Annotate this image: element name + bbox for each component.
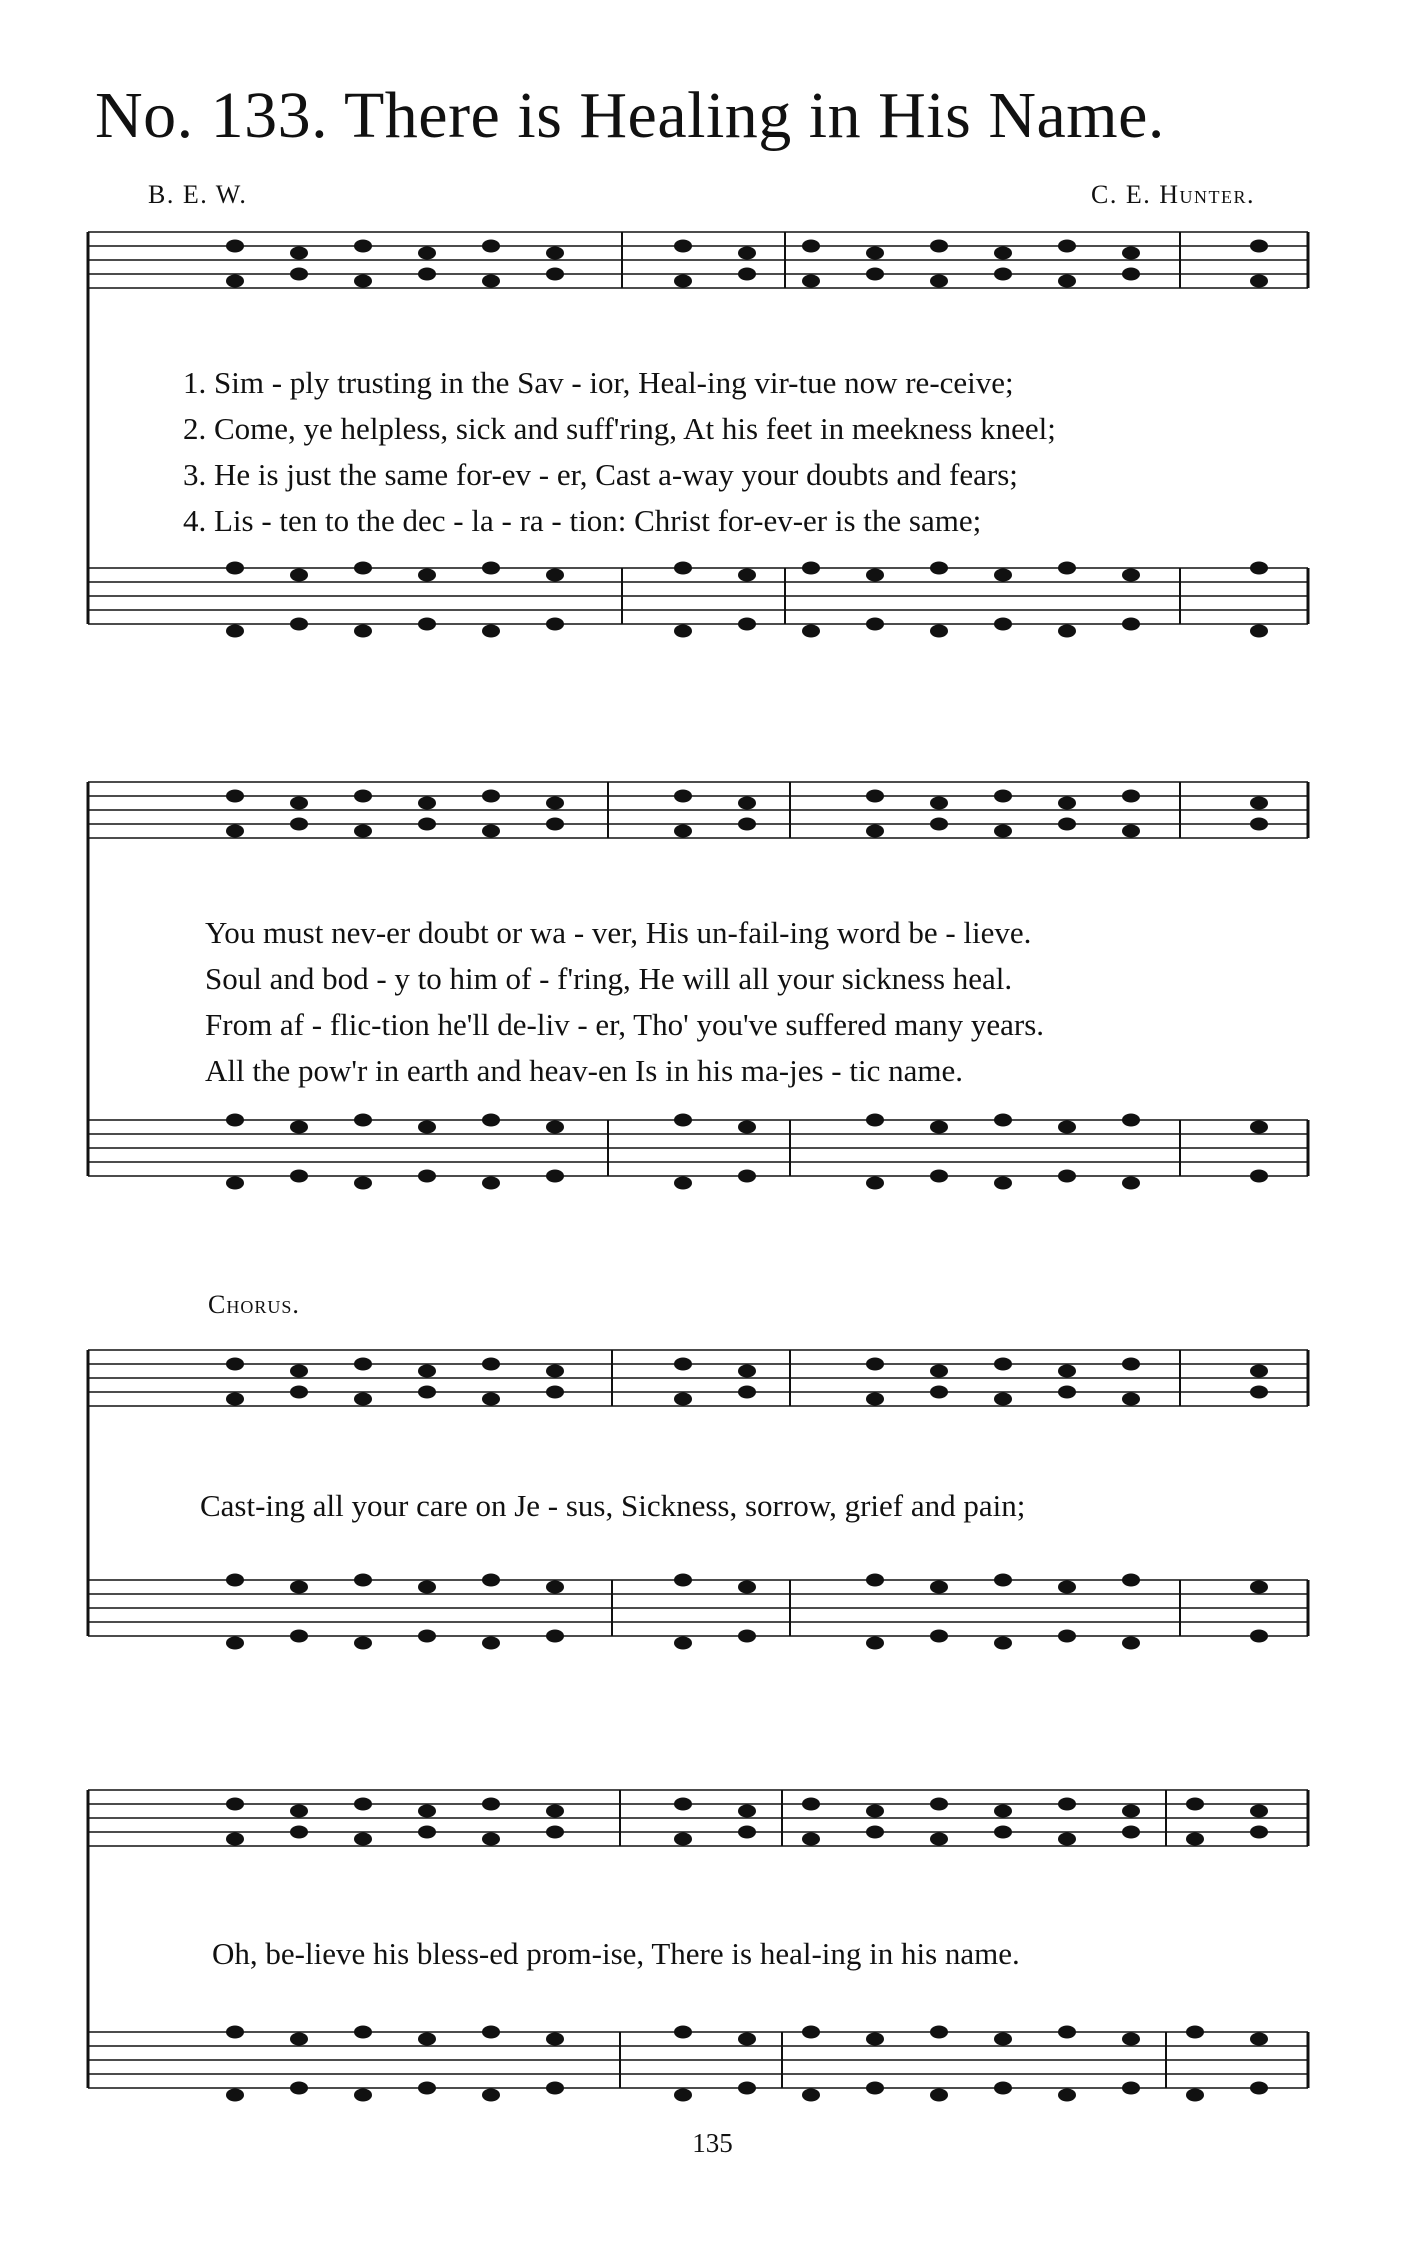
verse-1-line-1: 1. Sim - ply trusting in the Sav - ior, Heal-ing vir-tue now re-ceive; [183,365,1014,400]
verse-1-line-2: You must nev-er doubt or wa - ver, His un-fail-ing word be - lieve. [205,915,1032,950]
chorus-label: Chorus. [208,1290,300,1319]
verse-3-line-2: From af - flic-tion he'll de-liv - er, Tho' you've suffered many years. [205,1007,1045,1042]
chorus-line-2: Oh, be-lieve his bless-ed prom-ise, There is heal-ing in his name. [212,1936,1020,1971]
hymn-title: No. 133. There is Healing in His Name. [95,79,1165,152]
music-credit: C. E. Hunter. [1091,180,1255,209]
verse-2-line-1: 2. Come, ye helpless, sick and suff'ring, At his feet in meekness kneel; [183,411,1056,446]
chorus-line-1: Cast-ing all your care on Je - sus, Sickness, sorrow, grief and pain; [200,1488,1026,1523]
words-credit: B. E. W. [148,180,248,209]
page-number: 135 [692,2128,733,2158]
verse-4-line-2: All the pow'r in earth and heav-en Is in his ma-jes - tic name. [205,1053,963,1088]
verse-4-line-1: 4. Lis - ten to the dec - la - ra - tion: Christ for-ev-er is the same; [183,503,982,538]
verse-3-line-1: 3. He is just the same for-ev - er, Cast a-way your doubts and fears; [183,457,1018,492]
verse-2-line-2: Soul and bod - y to him of - f'ring, He will all your sickness heal. [205,961,1013,996]
noteheads [226,240,1268,2102]
